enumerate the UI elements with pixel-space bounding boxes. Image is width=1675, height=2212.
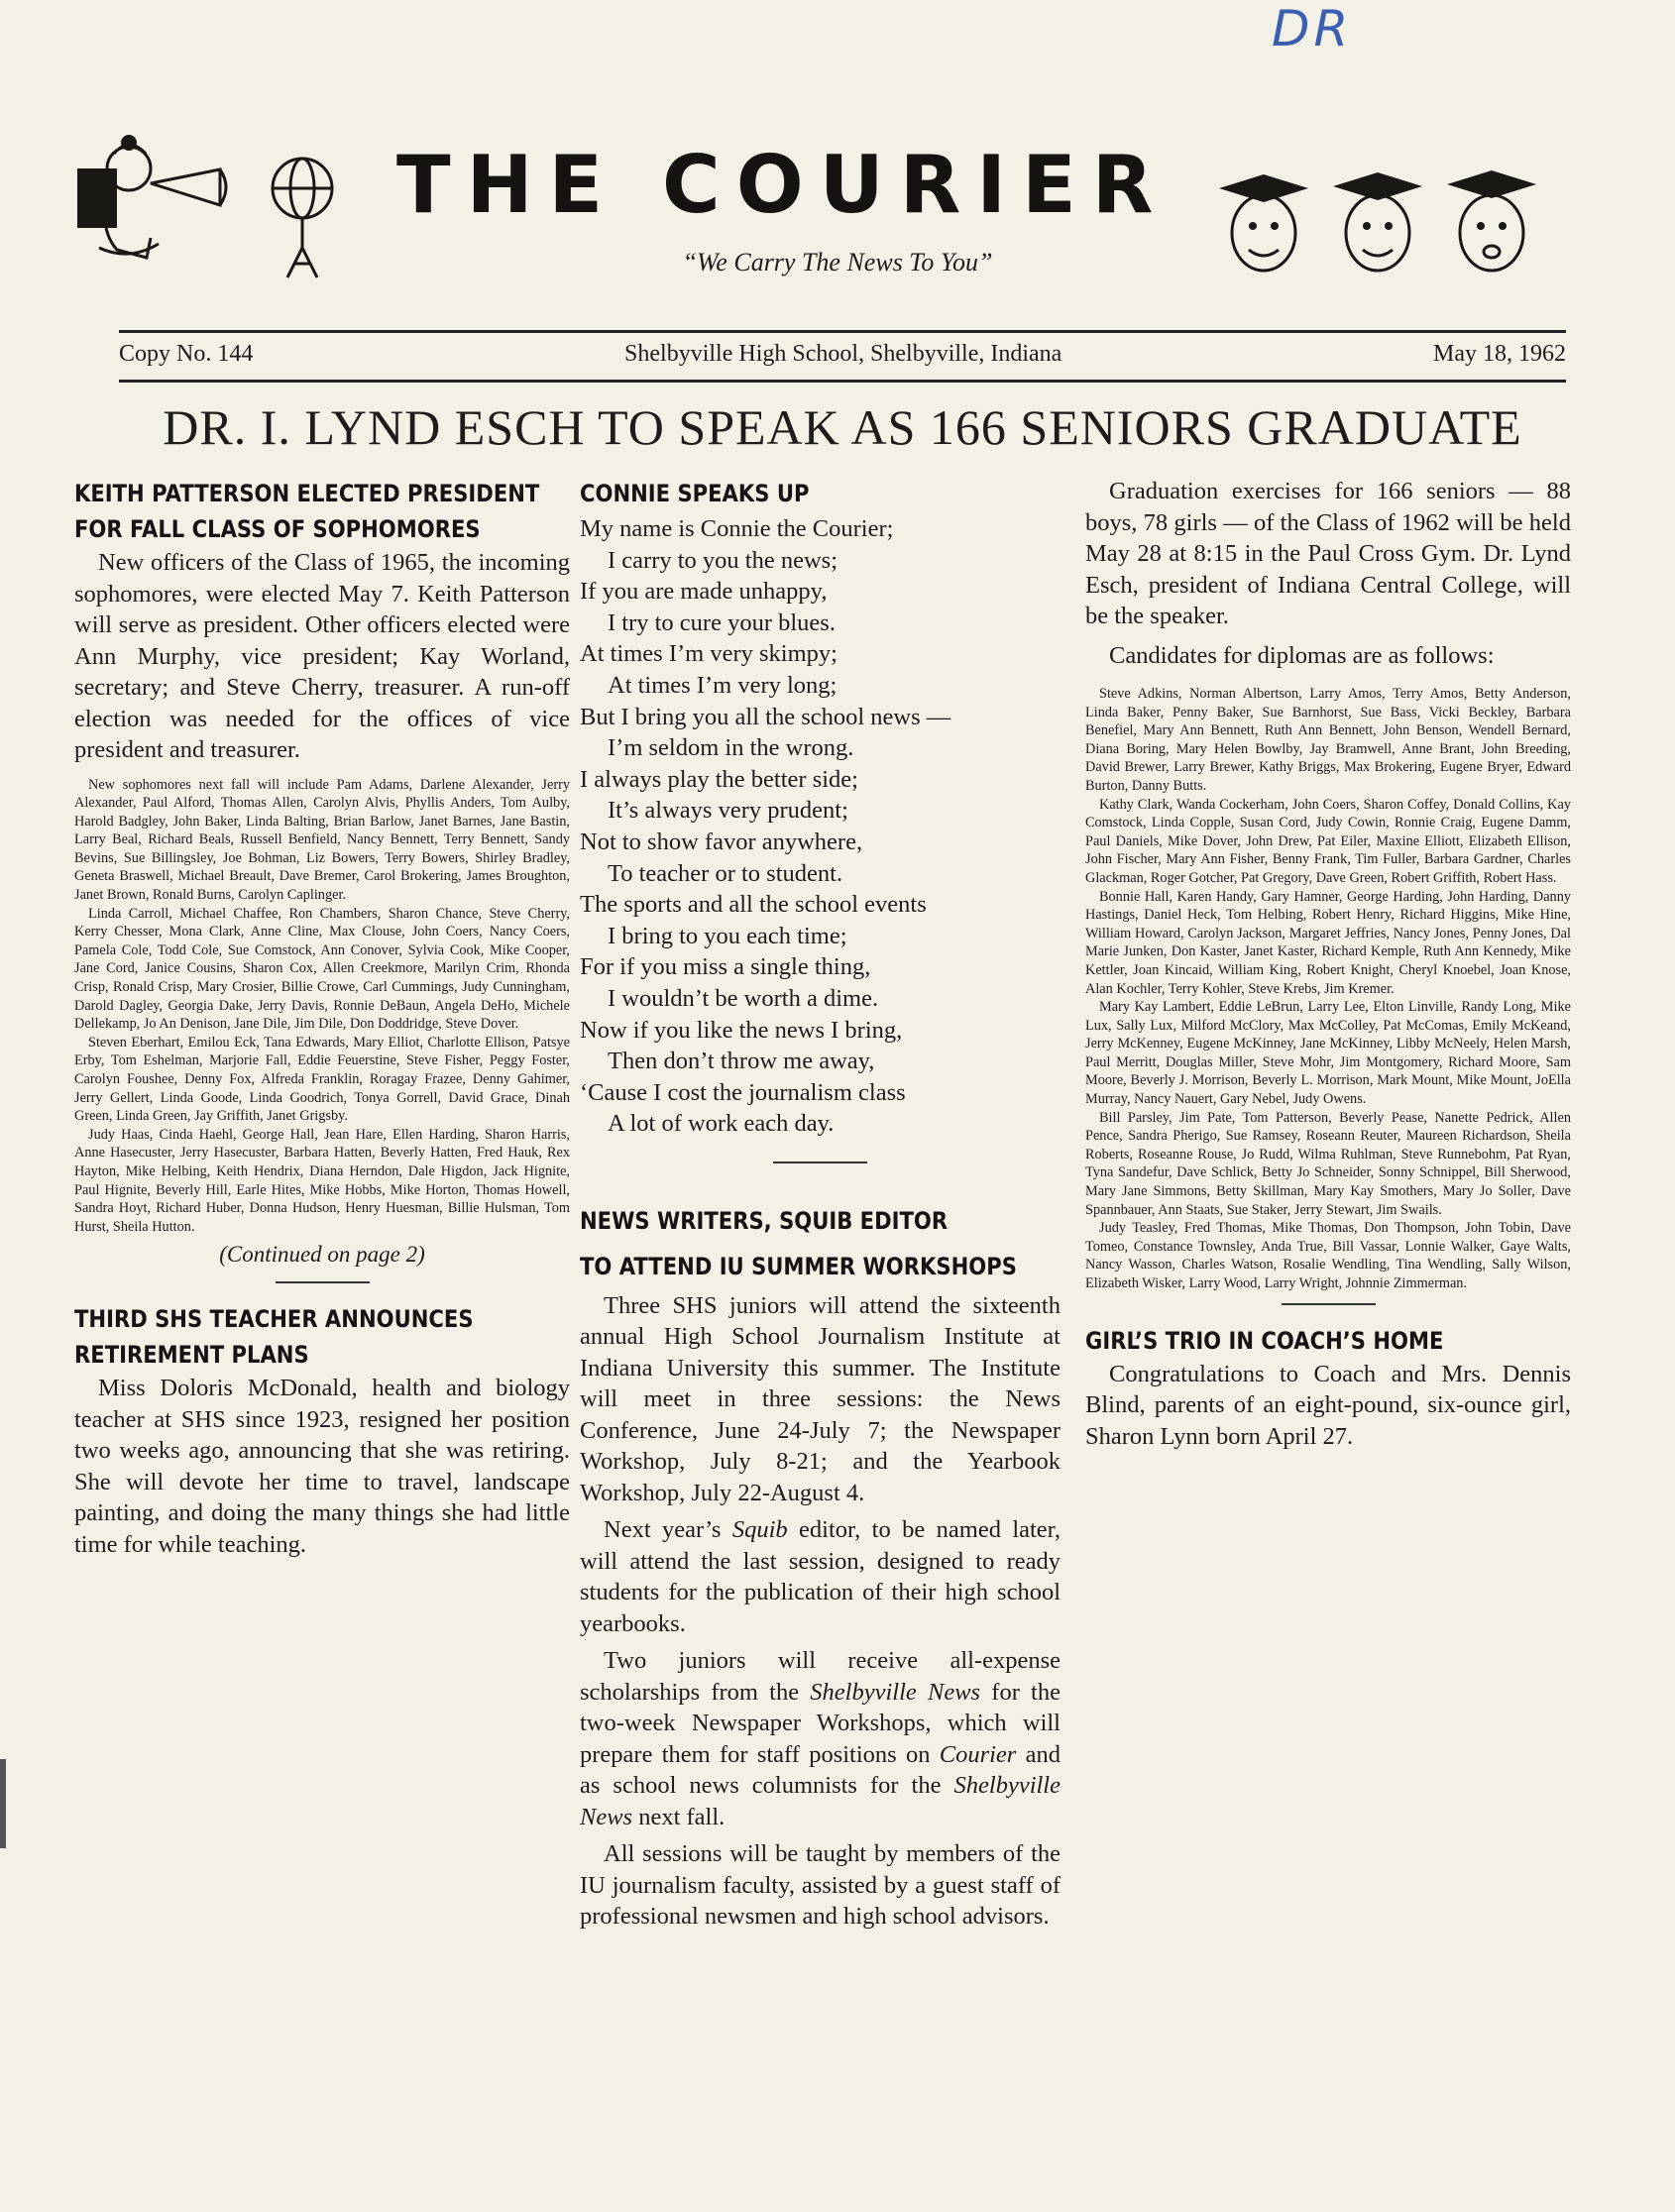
- article-paragraph: Congratulations to Coach and Mrs. Dennis Blind, parents of an eight-pound, six-ounce girl, Sharon Lynn born April 27.: [1085, 1360, 1571, 1450]
- column-3: [1085, 476, 1571, 1452]
- name-list: Judy Teasley, Fred Thomas, Mike Thomas, Don Thompson, John Tobin, Dave Tomeo, Constance Townsley, Anda True, Bill Vassar, Lonnie Walker, Gaye Walts, Nancy Wasson, Charles Watson, Rosalie Wendling, Tina Wendling, Sally Wilson, Elizabeth Wisker, Larry Wood, Larry Wright, Johnnie Zimmerman.: [1085, 1220, 1571, 1291]
- school-name: Shelbyville High School, Shelbyville, Indiana: [624, 341, 1062, 367]
- name-list: Steven Eberhart, Emilou Eck, Tana Edwards, Mary Elliot, Charlotte Ellison, Patsye Erby, Tom Eshelman, Marjorie Fall, Eddie Feuerstine, Steve Fisher, Peggy Foster, Carolyn Foushee, Denny Fox, Alfreda Franklin, Roragay Frazee, Denny Gahimer, Jerry Gellert, Linda Goode, Linda Goodrich, Tonya Gorrell, David Grace, Dinah Green, Linda Green, Jay Griffith, Janet Grigsby.: [74, 1034, 570, 1125]
- article-headline: THIRD SHS TEACHER ANNOUNCES: [74, 1305, 474, 1334]
- top-rule: [119, 330, 1566, 333]
- poem-line: I try to cure your blues.: [608, 608, 836, 636]
- separator: [1282, 1303, 1376, 1305]
- separator: [276, 1281, 370, 1283]
- article-headline: FOR FALL CLASS OF SOPHOMORES: [74, 515, 481, 543]
- motto: “We Carry The News To You”: [682, 248, 993, 276]
- info-line: [119, 341, 1566, 368]
- poem-line: Then don’t throw me away,: [608, 1048, 875, 1075]
- poem-line: At times I’m very long;: [608, 671, 838, 699]
- poem-line: I carry to you the news;: [608, 546, 838, 574]
- article-paragraph: Three SHS juniors will attend the sixteenth annual High School Journalism Institute at Indiana University this summer. The Institute will meet in three sessions: the News Conference, June 24-July 7; the Newspaper Workshop, July 8-21; and the Yearbook Workshop, July 22-August 4.: [580, 1291, 1061, 1506]
- poem-line: ‘Cause I cost the journalism class: [580, 1078, 906, 1106]
- name-list: Steve Adkins, Norman Albertson, Larry Amos, Terry Amos, Betty Anderson, Linda Baker, Penny Baker, Sue Barnhorst, Sue Bass, Vicki Beckley, Barbara Benefiel, Mary Ann Bennett, Ruth Ann Bennett, John Benson, Wendell Bernard, Diana Boring, Mary Helen Bowlby, Jay Bramwell, Anne Brant, John Breeding, David Brewer, Larry Brewer, Kathy Briggs, Max Brokering, Eugene Bryer, Edward Burton, Danny Butts.: [1085, 686, 1571, 794]
- separator: [773, 1161, 867, 1163]
- poem-line: A lot of work each day.: [608, 1110, 835, 1138]
- name-list: Kathy Clark, Wanda Cockerham, John Coers, Sharon Coffey, Donald Collins, Kay Comstock, Linda Copple, Susan Cord, Judy Cowin, Ronnie Craig, Eugene Damm, Paul Daniels, Mike Dover, John Drew, Pat Eiler, Maxine Elliott, Elizabeth Ellison, John Fischer, Mary Ann Fisher, Benny Frank, Tim Fuller, Barbara Gardner, Charles Glackman, Roger Gotcher, Pat Gregory, Dave Green, Robert Griffith, Robert Hass.: [1085, 796, 1571, 886]
- newspaper-title: THE COURIER: [396, 139, 1170, 231]
- name-list: New sophomores next fall will include Pam Adams, Darlene Alexander, Jerry Alexander, Paul Alford, Thomas Allen, Carolyn Alvis, Phyllis Anders, Tom Aulby, Harold Badgley, John Baker, Linda Balting, Brian Barlow, Janet Barnes, Jane Bastin, Larry Beal, Richard Beals, Russell Benfield, Nancy Bennett, Terry Bennett, Sandy Bevins, Sue Billingsley, Joe Bohman, Liz Bowers, Terry Bowers, Shirley Bradley, Geneta Braswell, Michael Breault, Dave Bremer, Carol Brokering, James Broughton, Janet Brown, Ronald Burns, Carolyn Caplinger.: [74, 776, 570, 904]
- name-list: Bill Parsley, Jim Pate, Tom Patterson, Beverly Pease, Nanette Pedrick, Allen Pence, Sandra Pherigo, Sue Ramsey, Roseann Reuter, Maureen Richardson, Sheila Roberts, Roseanne Rouse, Jo Rudd, Wilma Ruhlman, Steve Runnebohm, Pat Ryan, Tyna Sandefur, Dave Schlick, Betty Jo Schneider, Sonny Schnippel, Bill Sherwood, Mary Jane Simmons, Betty Skillman, Mary Kay Smothers, Mary Jo Soller, Dave Spannbauer, Ann Staats, Sue Staker, Jerry Stewart, Jim Swails.: [1085, 1109, 1571, 1218]
- article-headline: TO ATTEND IU SUMMER WORKSHOPS: [580, 1252, 1017, 1280]
- name-list: Bonnie Hall, Karen Handy, Gary Hamner, George Harding, John Harding, Danny Hastings, Daniel Heck, Tom Helbing, Robert Henry, Richard Higgins, Mike Hine, William Howard, Carolyn Jackson, Margaret Jeffries, Nancy Jones, Penny Jones, Dal Marie Junken, Don Kaster, Janet Kaster, Richard Kemple, Ruth Ann Kennedy, Mike Kettler, Joan Kincaid, William King, Robert Knight, Cheryl Knoebel, Joan Knose, Alan Kochler, Terry Kohler, Steve Krebs, Jim Kremer.: [1085, 888, 1571, 997]
- poem-line: At times I’m very skimpy;: [580, 640, 838, 668]
- article-headline: NEWS WRITERS, SQUIB EDITOR: [580, 1206, 949, 1235]
- name-list: Linda Carroll, Michael Chaffee, Ron Chambers, Sharon Chance, Steve Cherry, Kerry Chesser, Mona Clark, Anne Cline, Max Clouse, John Coers, Nancy Coers, Pamela Cole, Todd Cole, Sue Comstock, Ann Conover, Sylvia Cook, Mike Cooper, Jane Cord, Janice Cousins, Sharon Cox, Allen Creekmore, Marilyn Crim, Rhonda Crisp, Ronald Crisp, Mary Crosier, Billie Crowe, Carl Cummings, Judy Cunningham, Darold Dagley, Georgia Dake, Jerry Davis, Ronnie DeBaun, Angela DeHo, Michele Dellekamp, Jo An Denison, Jane Dile, Jim Dile, Don Doddridge, Steve Dover.: [74, 905, 570, 1033]
- poem-line: My name is Connie the Courier;: [580, 515, 894, 542]
- article-paragraph: Miss Doloris McDonald, health and biology teacher at SHS since 1923, resigned her position two weeks ago, announcing that she was retiring. She will devote her time to travel, landscape painting, and doing the many things she had little time for while teaching.: [74, 1375, 570, 1558]
- poem-line: I wouldn’t be worth a dime.: [608, 984, 879, 1012]
- article-paragraph: Two juniors will receive all-expense scholarships from the Shelbyville News for the two-week Newspaper Workshops, which will prepare them for staff positions on Courier and as school news columnists for the Shelbyville News next fall.: [580, 1647, 1061, 1830]
- poem-line: If you are made unhappy,: [580, 578, 828, 606]
- poem-line: But I bring you all the school news —: [580, 703, 951, 730]
- poem-line: I’m seldom in the wrong.: [608, 734, 854, 762]
- poem-line: Now if you like the news I bring,: [580, 1016, 903, 1044]
- main-headline: DR. I. LYND ESCH TO SPEAK AS 166 SENIORS GRADUATE: [163, 399, 1522, 455]
- poem-line: I always play the better side;: [580, 765, 858, 793]
- poem-line: The sports and all the school events: [580, 891, 927, 919]
- poem-line: Not to show favor anywhere,: [580, 828, 863, 855]
- page-edge-mark: [0, 1759, 6, 1848]
- poem-line: I bring to you each time;: [608, 922, 847, 949]
- handwritten-annotation: DR: [1272, 0, 1353, 57]
- column-1: [74, 476, 570, 1560]
- bottom-rule: [119, 380, 1566, 383]
- poem-line: For if you miss a single thing,: [580, 953, 871, 981]
- poem-headline: CONNIE SPEAKS UP: [580, 480, 810, 507]
- article-headline: KEITH PATTERSON ELECTED PRESIDENT: [74, 480, 540, 507]
- poem: [580, 513, 1061, 1140]
- article-paragraph: Next year’s Squib editor, to be named later, will attend the last session, designed to ready students for the publication of their high school yearbooks.: [580, 1516, 1061, 1637]
- article-paragraph: Graduation exercises for 166 seniors — 88 boys, 78 girls — of the Class of 1962 will be held May 28 at 8:15 in the Paul Cross Gym. Dr. Lynd Esch, president of Indiana Central College, will be the speaker.: [1085, 478, 1571, 629]
- column-2: [580, 476, 1061, 1933]
- article-headline: RETIREMENT PLANS: [74, 1341, 309, 1370]
- name-list: Judy Haas, Cinda Haehl, George Hall, Jean Hare, Ellen Harding, Sharon Harris, Anne Hasecuster, Jerry Hasecuster, Barbara Hatten, Beverly Hatten, Fred Hauk, Rex Hayton, Mike Helbing, Keith Hendrix, Diana Herndon, Dale Higdon, Jack Hignite, Paul Hignite, Beverly Hill, Earle Hites, Mike Hobbs, Mike Horton, Thomas Howell, Sandra Hoyt, Richard Huber, Donna Hudson, Henry Huesman, Billie Hulsman, Tom Hurst, Sheila Hutton.: [74, 1126, 570, 1235]
- article-paragraph: Candidates for diplomas are as follows:: [1109, 641, 1495, 669]
- copy-number: Copy No. 144: [119, 341, 254, 367]
- article-headline: GIRL’S TRIO IN COACH’S HOME: [1085, 1326, 1444, 1355]
- name-list: Mary Kay Lambert, Eddie LeBrun, Larry Lee, Elton Linville, Randy Long, Mike Lux, Sally Lux, Milford McClory, Max McColley, Pat McComas, Emily McKeand, Jerry McKenney, Eugene McKinney, Jane McKinney, Libby McNeely, Helen Marsh, Paul Merritt, Douglas Miller, Steve Mohr, Jim Montgomery, Richard Moore, Sam Moore, Beverly J. Morrison, Beverly L. Morrison, Mark Mount, Mike Mount, JoElla Murray, Nancy Nauert, Gary Nebel, Judy Owens.: [1085, 999, 1571, 1108]
- poem-line: It’s always very prudent;: [608, 797, 848, 825]
- article-paragraph: All sessions will be taught by members of the IU journalism faculty, assisted by a guest staff of professional newsmen and high school advisors.: [580, 1840, 1061, 1931]
- continued-link[interactable]: (Continued on page 2): [219, 1242, 425, 1268]
- issue-date: May 18, 1962: [1433, 341, 1566, 367]
- article-paragraph: New officers of the Class of 1965, the incoming sophomores, were elected May 7. Keith Patterson will serve as president. Other officers elected were Ann Murphy, vice president; Kay Worland, secretary; and Steve Cherry, treasurer. A run-off election was needed for the offices of vice president and treasurer.: [74, 549, 570, 763]
- poem-line: To teacher or to student.: [608, 859, 843, 887]
